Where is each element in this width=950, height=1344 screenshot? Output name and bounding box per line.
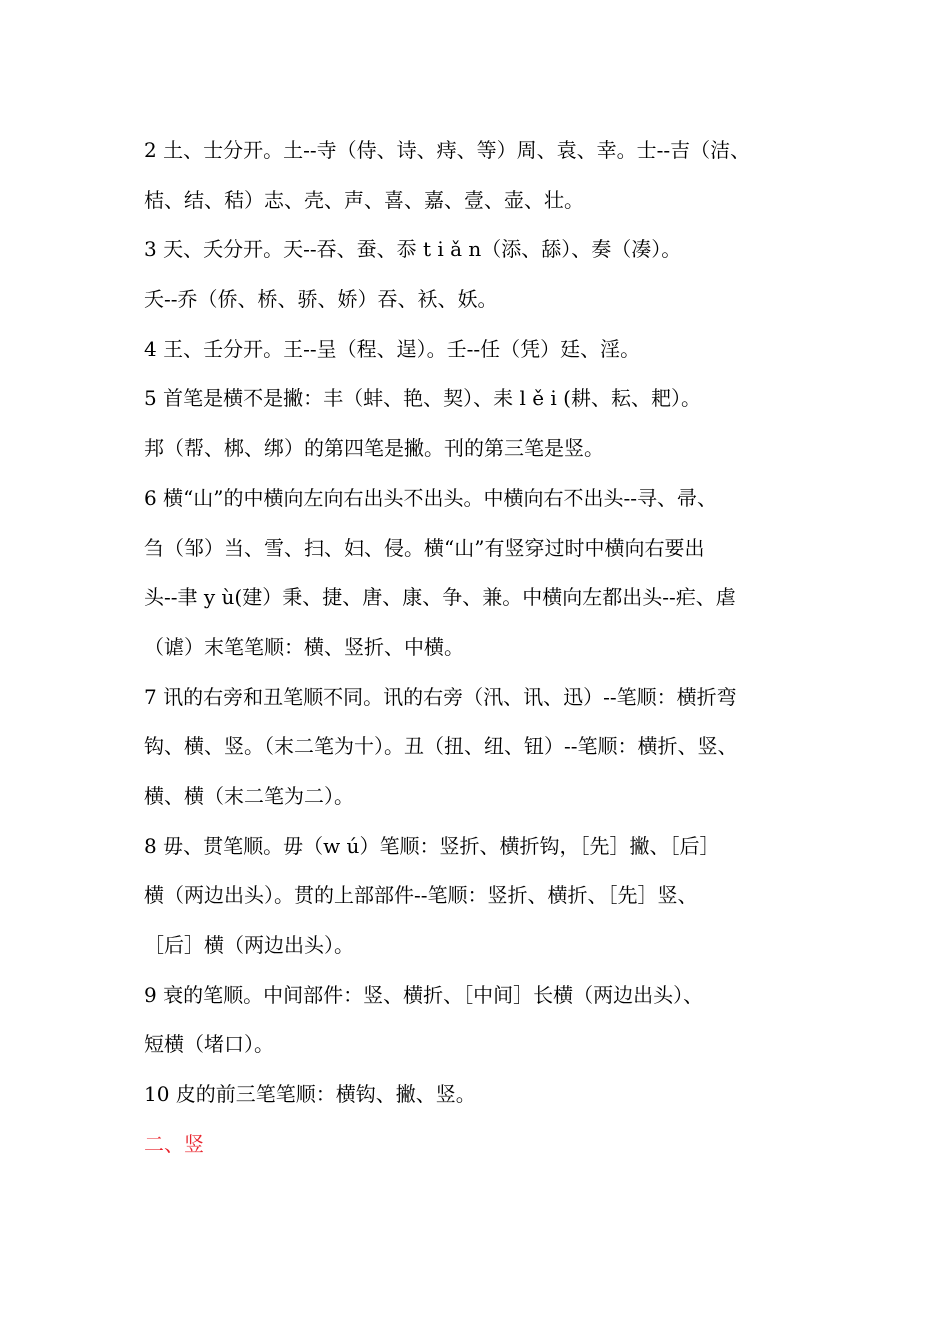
text-line: 短横（堵口）。 [144,1032,274,1057]
text-line: 刍（邹）当、雪、扫、妇、侵。横“山”有竖穿过时中横向右要出 [144,535,705,560]
text-line: 9 衰的笔顺。中间部件：竖、横折、［中间］长横（两边出头）、 [144,982,704,1007]
text-line: 7 讯的右旁和丑笔顺不同。讯的右旁（汛、讯、迅）--笔顺：横折弯 [144,684,737,709]
text-line: （谑）末笔笔顺：横、竖折、中横。 [144,634,464,659]
section-heading: 二、竖 [144,1131,204,1156]
text-line: ［后］横（两边出头）。 [144,933,354,957]
text-line: 3 天、夭分开。天--吞、蚕、忝 t i ǎ n（添、舔）、奏（凑）。 [144,237,682,262]
text-line: 6 横“山”的中横向左向右出头不出头。中横向右不出头--寻、帚、 [144,485,718,510]
text-line: 夭--乔（侨、桥、骄、娇）吞、袄、妖。 [144,287,498,312]
text-line: 2 土、士分开。土--寺（侍、诗、痔、等）周、袁、幸。士--吉（洁、 [144,138,751,162]
text-line: 横（两边出头）。贯的上部部件--笔顺：竖折、横折、［先］竖、 [144,883,698,908]
text-line: 5 首笔是横不是撇：丰（蚌、艳、契）、耒 l ě i (耕、耘、耙）。 [144,386,701,411]
text-line: 10 皮的前三笔笔顺：横钩、撇、竖。 [144,1082,476,1107]
text-line: 头--聿 y ù(建）秉、捷、唐、康、争、兼。中横向左都出头--疟、虐 [144,585,736,610]
text-line: 钩、横、竖。（末二笔为十）。丑（扭、纽、钮）--笔顺：横折、竖、 [144,734,738,759]
text-line: 桔、结、秸）志、壳、声、喜、嘉、壹、壶、壮。 [144,187,584,212]
text-line: 8 毋、贯笔顺。毋（w ú）笔顺：竖折、横折钩，［先］撇、［后］ [144,833,720,858]
text-line: 4 王、壬分开。王--呈（程、逞）。壬--任（凭）廷、淫。 [144,336,641,361]
text-line: 横、横（末二笔为二）。 [144,783,354,808]
text-line: 邦（帮、梆、绑）的第四笔是撇。刊的第三笔是竖。 [144,436,604,461]
document-body [144,126,844,1169]
